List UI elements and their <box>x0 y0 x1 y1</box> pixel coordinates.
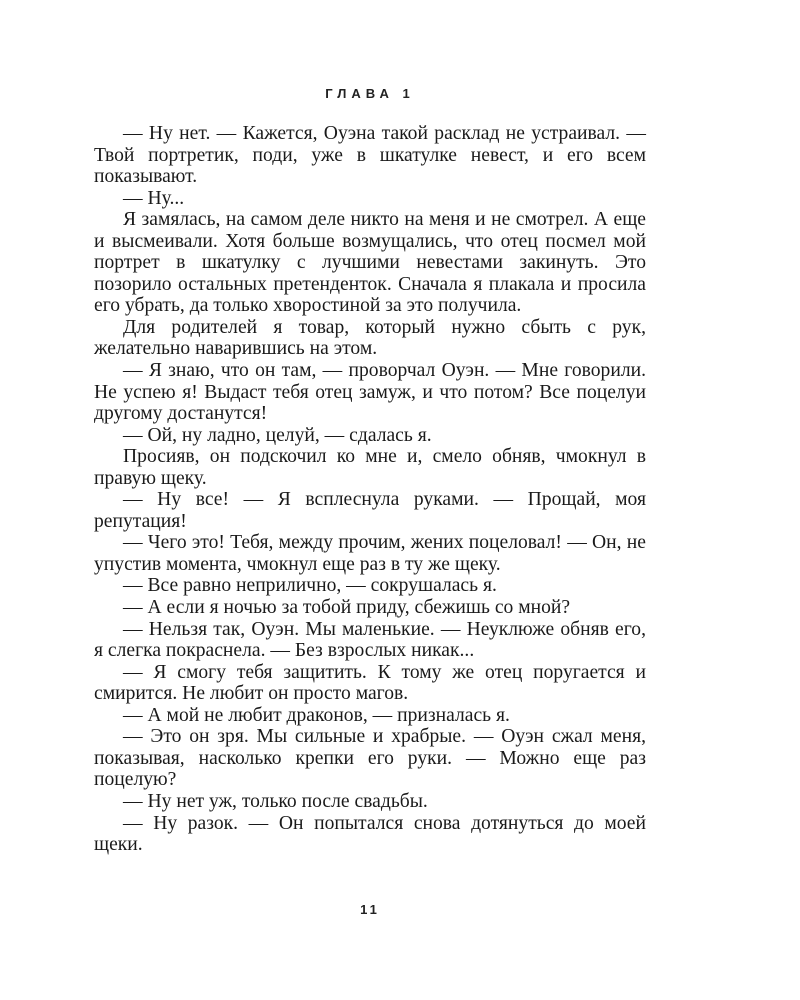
paragraph: Для родителей я товар, который нужно сбыть с рук, желательно наварившись на этом. <box>94 316 646 360</box>
page-number: 11 <box>360 902 380 917</box>
paragraph: — Все равно неприлично, — сокрушалась я. <box>123 575 497 597</box>
paragraph: — Ну... <box>123 187 185 209</box>
paragraph: — Ну все! — Я всплеснула руками. — Прощай, моя репутация! <box>94 489 646 532</box>
paragraph: — А мой не любит драконов, — призналась я. <box>123 704 510 726</box>
chapter-header: ГЛАВА 1 <box>325 86 415 101</box>
paragraph: — Я смогу тебя защитить. К тому же отец поругается и смирится. Не любит он просто магов. <box>94 661 646 705</box>
body-text <box>94 123 646 856</box>
paragraph: Я замялась, на самом деле никто на меня и не смотрел. А еще и высмеивали. Хотя больше возмущались, что отец посмел мой портрет в шкатулку с лучшими невестами закинуть. Это позорило остальных претенденток. Сначала я плакала и просила его убрать, да только хворостиной за это получила. <box>94 209 646 317</box>
paragraph: — Это он зря. Мы сильные и храбрые. — Оуэн сжал меня, показывая, насколько крепки его руки. — Можно еще раз поцелую? <box>94 726 646 791</box>
paragraph: — Нельзя так, Оуэн. Мы маленькие. — Неуклюже обняв его, я слегка покраснела. — Без взрослых никак... <box>94 618 646 662</box>
paragraph: — Ой, ну ладно, целуй, — сдалась я. <box>123 424 432 446</box>
paragraph: — Ну разок. — Он попытался снова дотянуться до моей щеки. <box>94 812 646 856</box>
paragraph: — Чего это! Тебя, между прочим, жених поцеловал! — Он, не упустив момента, чмокнул еще раз в ту же щеку. <box>94 532 646 575</box>
paragraph: — Ну нет уж, только после свадьбы. <box>123 790 428 812</box>
paragraph: Просияв, он подскочил ко мне и, смело обняв, чмокнул в правую щеку. <box>94 446 646 489</box>
paragraph: — А если я ночью за тобой приду, сбежишь со мной? <box>123 597 571 619</box>
paragraph: — Ну нет. — Кажется, Оуэна такой расклад не устраивал. — Твой портретик, поди, уже в шкатулке невест, и его всем показывают. <box>94 123 646 188</box>
paragraph: — Я знаю, что он там, — проворчал Оуэн. — Мне говорили. Не успею я! Выдаст тебя отец замуж, и что потом? Все поцелуи другому достанутся! <box>94 360 646 425</box>
